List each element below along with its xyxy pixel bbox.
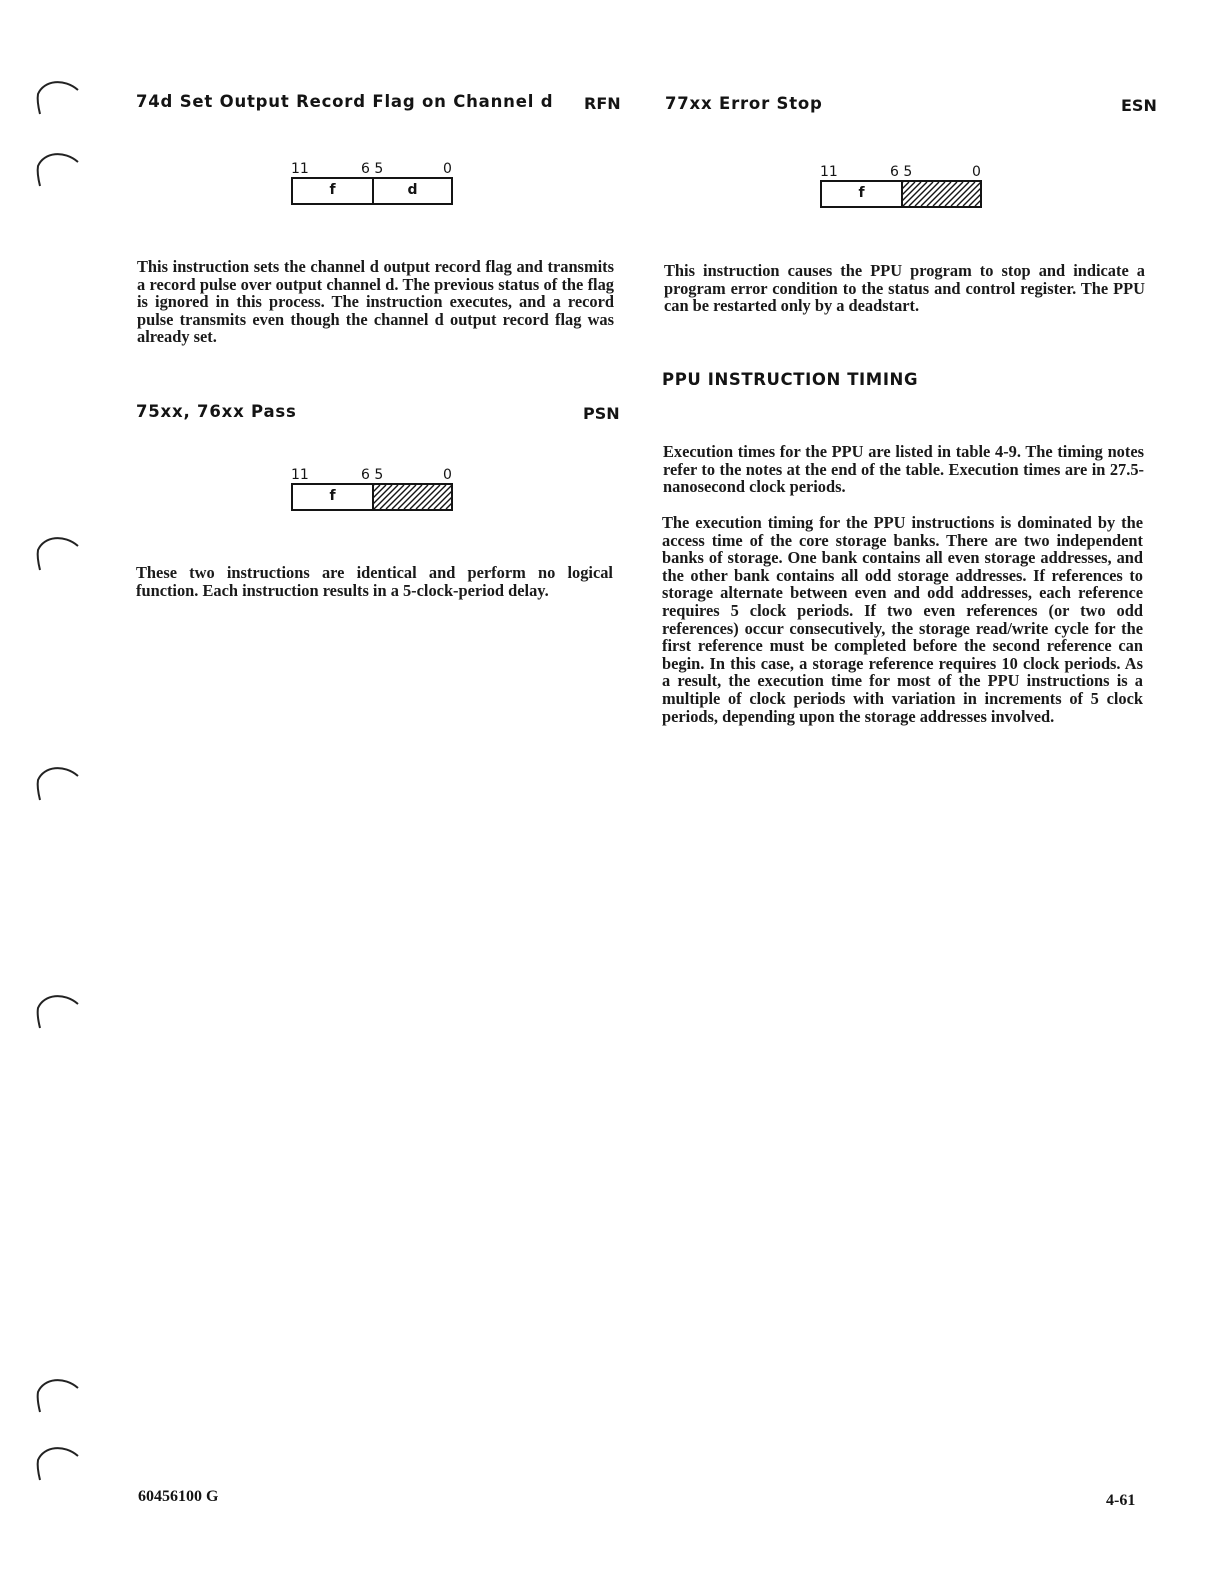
binder-punch-mark-icon [34,1374,80,1420]
binder-punch-mark-icon [34,148,80,194]
mnemonic-psn: PSN [583,404,620,423]
bit-label-0: 0 [443,161,452,177]
unused-field-hatching [374,485,451,509]
instruction-heading-esn: 77xx Error Stop [665,94,823,113]
binder-punch-mark-icon [34,76,80,122]
page-number: 4-61 [1106,1492,1136,1509]
mnemonic-esn: ESN [1121,96,1157,115]
field-f: f [858,185,865,201]
binder-punch-mark-icon [34,532,80,578]
instruction-description-esn: This instruction causes the PPU program to stop and indicate a program error condition to the status and control register. The PPU can be restarted only by a deadstart. [664,261,1145,316]
instruction-format-diagram-rfn [291,162,461,206]
timing-paragraph-1: Execution times for the PPU are listed in table 4-9. The timing notes refer to the notes at the end of the table. Execution times are in 27.5-nanosecond clock periods. [663,442,1144,497]
binder-punch-mark-icon [34,762,80,808]
bit-label-6-5: 6 5 [361,161,384,177]
instruction-heading-psn: 75xx, 76xx Pass [136,402,297,421]
bit-label-11: 11 [820,164,838,180]
binder-punch-mark-icon [34,1442,80,1488]
instruction-description-psn: These two instructions are identical and perform no logical function. Each instruction results in a 5-clock-period delay. [136,563,613,600]
unused-field-hatching [903,182,980,206]
bit-label-6-5: 6 5 [890,164,913,180]
bit-label-0: 0 [972,164,981,180]
timing-paragraph-2: The execution timing for the PPU instructions is dominated by the access time of the core storage banks. There are two independent banks of storage. One bank contains all even storage addresses, and the other bank contains all odd storage addresses. If references to storage alternate between even and odd addresses, each reference requires 5 clock periods. If two even references (or two odd references) occur consecutively, the storage read/write cycle for the first reference must be completed before the second reference can begin. In this case, a storage reference requires 10 clock periods. As a result, the execution time for most of the PPU instructions is a multiple of clock periods with variation in increments of 5 clock periods, depending upon the storage addresses involved. [662,513,1143,726]
document-number: 60456100 G [138,1488,219,1505]
field-f: f [329,488,336,504]
instruction-format-diagram-esn [820,165,990,209]
section-title-ppu-instruction-timing: PPU INSTRUCTION TIMING [662,370,919,389]
mnemonic-rfn: RFN [584,94,621,113]
bit-label-6-5: 6 5 [361,467,384,483]
field-d: d [407,182,418,198]
bit-label-0: 0 [443,467,452,483]
binder-punch-mark-icon [34,990,80,1036]
bit-label-11: 11 [291,467,309,483]
instruction-format-diagram-psn [291,468,461,512]
bit-label-11: 11 [291,161,309,177]
instruction-heading-rfn: 74d Set Output Record Flag on Channel d [136,92,554,111]
instruction-description-rfn: This instruction sets the channel d output record flag and transmits a record pulse over output channel d. The previous status of the flag is ignored in this process. The instruction executes, and a record pulse transmits even though the channel d output record flag was already set. [137,257,614,347]
field-f: f [329,182,336,198]
